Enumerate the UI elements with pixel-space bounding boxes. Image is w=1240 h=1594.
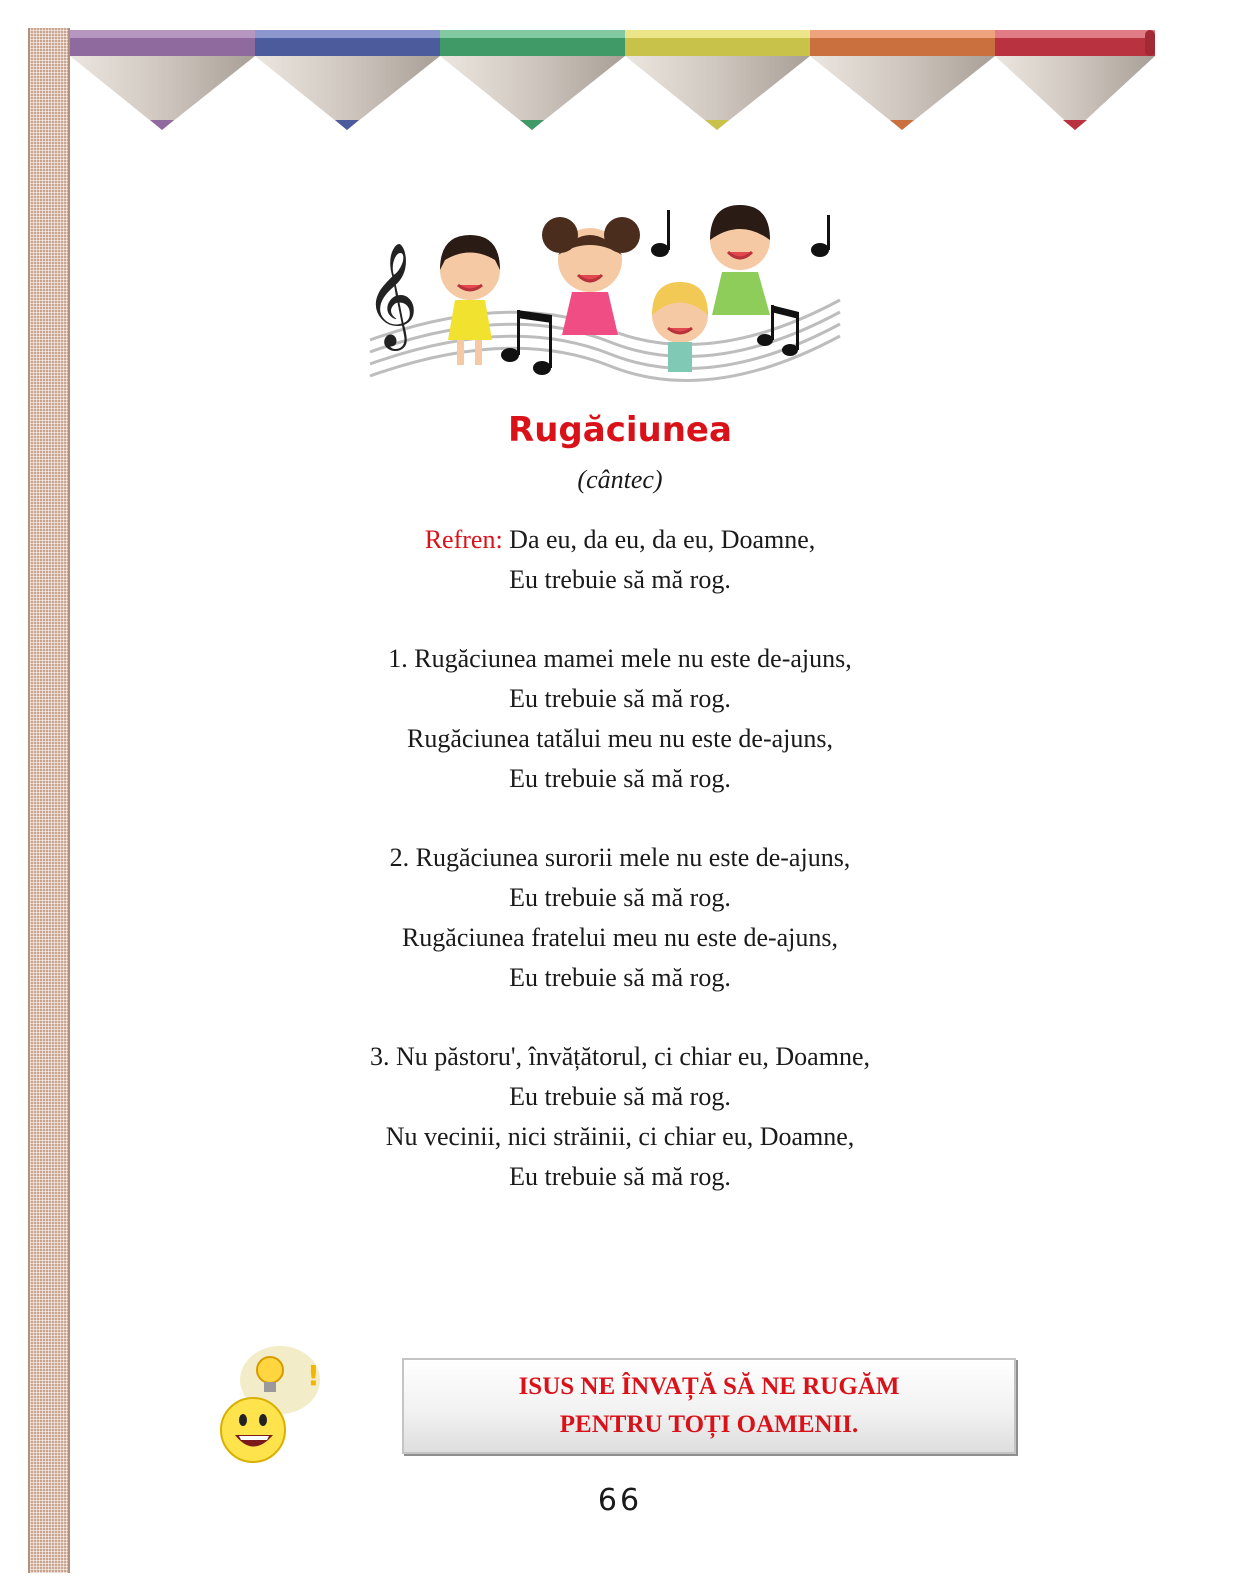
decorative-side-border	[28, 28, 70, 1573]
callout-box	[402, 1358, 1016, 1454]
verse-1-line-2: Eu trebuie să mă rog.	[509, 684, 731, 713]
svg-text:𝄞: 𝄞	[365, 242, 419, 347]
verse-2-line-2: Eu trebuie să mă rog.	[509, 883, 731, 912]
verse-3-line-4: Eu trebuie să mă rog.	[509, 1162, 731, 1191]
verse-1-line-3: Rugăciunea tatălui meu nu este de-ajuns,	[407, 724, 833, 753]
verse-2-line-3: Rugăciunea fratelui meu nu este de-ajuns,	[401, 923, 839, 952]
verse-1-line-1: 1. Rugăciunea mamei mele nu este de-ajuns,	[388, 644, 852, 673]
refren-label: Refren:	[424, 525, 503, 554]
refren-line-2: Eu trebuie să mă rog.	[509, 565, 731, 594]
svg-text:!: !	[307, 1359, 320, 1392]
verse-1-line-4: Eu trebuie să mă rog.	[509, 764, 731, 793]
song-lyrics	[260, 520, 980, 1197]
colored-pencils-icon	[70, 30, 1170, 140]
verse-3-line-2: Eu trebuie să mă rog.	[509, 1082, 731, 1111]
song-subtitle: (cântec)	[577, 465, 663, 494]
dancing-children-illustration	[360, 190, 850, 400]
refren-line	[260, 520, 980, 560]
refren-text: Da eu, da eu, da eu, Doamne,	[502, 525, 816, 554]
verse-2-line-1: 2. Rugăciunea surorii mele nu este de-ajuns,	[389, 843, 851, 872]
verse-3-line-1: 3. Nu păstoru', învățătorul, ci chiar eu, Doamne,	[370, 1042, 870, 1071]
verse-2-line-4: Eu trebuie să mă rog.	[509, 963, 731, 992]
callout-line-1: ISUS NE ÎNVAȚĂ SĂ NE RUGĂM	[518, 1373, 900, 1400]
smiley-lightbulb-icon	[215, 1340, 335, 1470]
page-number: 66	[597, 1483, 643, 1518]
verse-3-line-3: Nu vecinii, nici străinii, ci chiar eu, Doamne,	[385, 1122, 855, 1151]
callout-line-2: PENTRU TOȚI OAMENII.	[559, 1411, 859, 1438]
song-title: Rugăciunea	[508, 410, 732, 450]
